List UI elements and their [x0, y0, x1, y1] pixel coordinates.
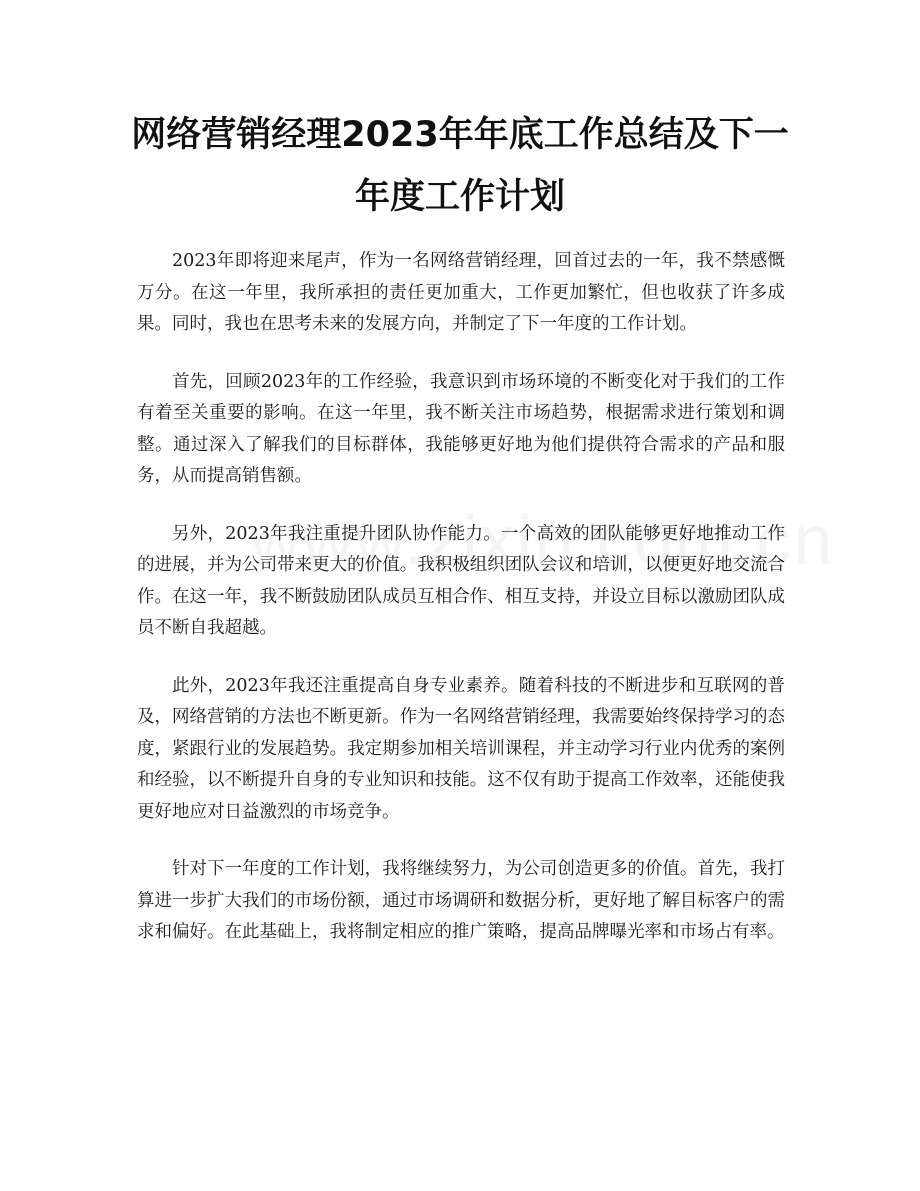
paragraph-5: 针对下一年度的工作计划，我将继续努力，为公司创造更多的价值。首先，我打算进一步扩大我们的市场份额，通过市场调研和数据分析，更好地了解目标客户的需求和偏好。在此基础上，我将制定相应的推广策略，提高品牌曝光率和市场占有率。 [137, 859, 785, 942]
document-body [137, 246, 785, 975]
paragraph-4: 此外，2023年我还注重提高自身专业素养。随着科技的不断进步和互联网的普及，网络营销的方法也不断更新。作为一名网络营销经理，我需要始终保持学习的态度，紧跟行业的发展趋势。我定期参加相关培训课程，并主动学习行业内优秀的案例和经验，以不断提升自身的专业知识和技能。这不仅有助于提高工作效率，还能使我更好地应对日益激烈的市场竞争。 [137, 675, 785, 822]
paragraph-1: 2023年即将迎来尾声，作为一名网络营销经理，回首过去的一年，我不禁感慨万分。在这一年里，我所承担的责任更加重大，工作更加繁忙，但也收获了许多成果。同时，我也在思考未来的发展方向，并制定了下一年度的工作计划。 [137, 251, 785, 334]
paragraph-2: 首先，回顾2023年的工作经验，我意识到市场环境的不断变化对于我们的工作有着至关重要的影响。在这一年里，我不断关注市场趋势，根据需求进行策划和调整。通过深入了解我们的目标群体，我能够更好地为他们提供符合需求的产品和服务，从而提高销售额。 [137, 371, 785, 486]
paragraph-3: 另外，2023年我注重提升团队协作能力。一个高效的团队能够更好地推动工作的进展，并为公司带来更大的价值。我积极组织团队会议和培训，以便更好地交流合作。在这一年，我不断鼓励团队成员互相合作、相互支持，并设立目标以激励团队成员不断自我超越。 [137, 523, 785, 638]
document-title: 网络营销经理2023年年底工作总结及下一年度工作计划 [131, 115, 789, 217]
